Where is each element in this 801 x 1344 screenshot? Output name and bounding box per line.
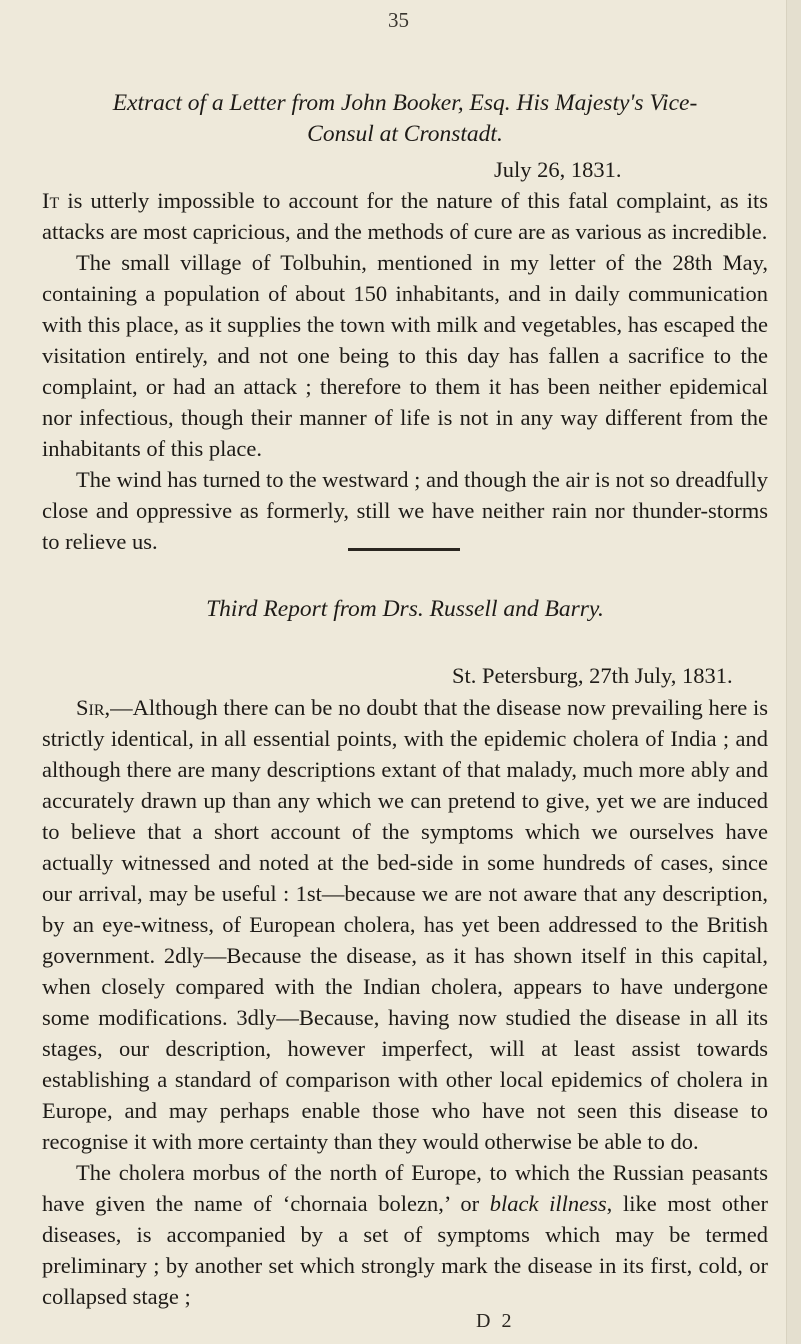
letter-paragraph-1-lead: It	[42, 188, 60, 213]
signature-mark: D 2	[476, 1310, 515, 1332]
letter-paragraph-2: The small village of Tolbuhin, mentioned in my letter of the 28th May, containing a population of about 150 inhabitants, and in daily communication with this place, as it supplies the town with milk and vegetables, has escaped the visitation entirely, and not one being to this day has fallen a sacrifice to the complaint, or had an attack ; therefore to them it has been neither epidemical nor infectious, though their manner of life is not in any way different from the inhabitants of this place.	[42, 250, 768, 461]
letter-paragraph-1-text: is utterly impossible to account for the nature of this fatal complaint, as its attacks are most capricious, and the methods of cure are as various as incredible.	[42, 188, 768, 244]
report-paragraph-2-italic: black illness	[489, 1191, 607, 1216]
report-date: St. Petersburg, 27th July, 1831.	[452, 663, 733, 688]
page-number: 35	[388, 8, 409, 32]
report-paragraph-2-end: , like most other diseases, is accompanied by a set of symptoms which may be termed preliminary ; by another set which strongly mark the disease in its first, cold, or collapsed stage ;	[42, 1191, 768, 1309]
report-body	[42, 692, 768, 1312]
report-paragraph-1	[42, 692, 768, 1157]
report-paragraph-2	[42, 1157, 768, 1312]
report-paragraph-1-lead: Sir	[76, 695, 105, 720]
letter-heading	[40, 88, 770, 150]
letter-heading-line1: Extract of a Letter from John Booker, Esq. His Majesty's Vice-	[112, 90, 698, 116]
report-paragraph-1-text: ,—Although there can be no doubt that the disease now prevailing here is strictly identical, in all essential points, with the epidemic cholera of India ; and although there are many descriptions extant of that malady, much more ably and accurately drawn up than any which we can pretend to give, yet we are induced to believe that a short account of the symptoms which we ourselves have actually witnessed and noted at the bed-side in some hundreds of cases, since our arrival, may be useful : 1st—because we are not aware that any description, by an eye-witness, of European cholera, has yet been addressed to the British government. 2dly—Because the disease, as it has shown itself in this capital, when closely compared with the Indian cholera, appears to have undergone some modifications. 3dly—Because, having now studied the disease in all its stages, our description, however imperfect, will at least assist towards establishing a standard of comparison with other local epidemics of cholera in Europe, and may perhaps enable those who have not seen this disease to recognise it with more certainty than they would otherwise be able to do.	[42, 695, 768, 1154]
letter-paragraph-3: The wind has turned to the westward ; and though the air is not so dreadfully close and oppressive as formerly, still we have neither rain nor thunder-storms to relieve us.	[42, 467, 768, 554]
letter-paragraph-1	[42, 185, 768, 247]
report-paragraph-2-start: The cholera morbus of the north of Europe, to which the Russian peasants have given the name of ‘chornaia bolezn,’ or	[42, 1160, 768, 1216]
letter-heading-line2: Consul at Cronstadt.	[307, 121, 503, 147]
section-divider	[348, 548, 460, 551]
letter-body	[42, 185, 768, 557]
page-edge	[786, 0, 801, 1344]
report-heading: Third Report from Drs. Russell and Barry.	[206, 596, 604, 622]
letter-date: July 26, 1831.	[494, 157, 622, 182]
